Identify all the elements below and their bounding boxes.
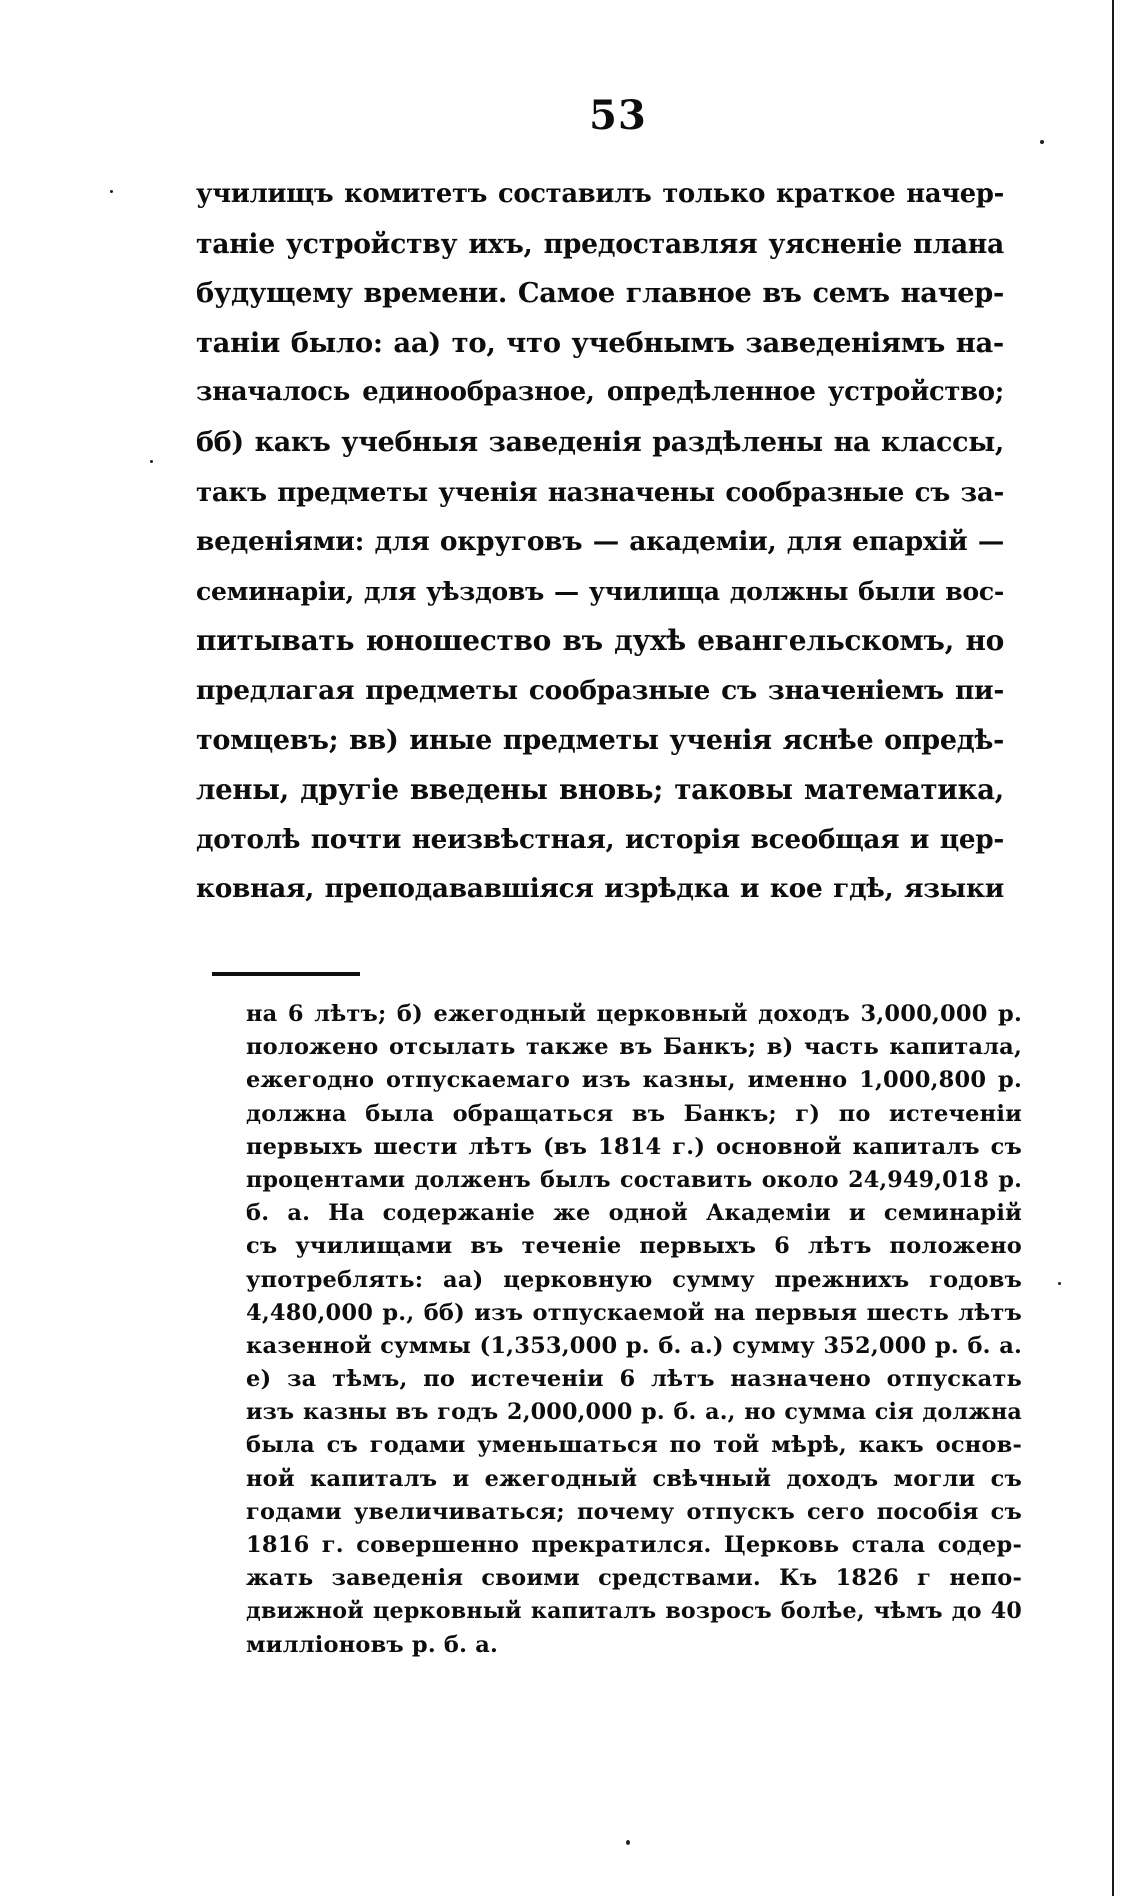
footnote-line: б. а. На содержаніе же одной Академіи и семинарій <box>246 1200 1022 1227</box>
footnote-line: казенной суммы (1,353,000 р. б. а.) сумму 352,000 р. б. а. <box>246 1332 1022 1359</box>
footnote-line: процентами долженъ былъ составить около 24,949,018 р. <box>246 1166 1022 1193</box>
footnote-line: 1816 г. совершенно прекратился. Церковь стала содер- <box>246 1532 1022 1558</box>
main-text-block <box>196 170 1004 914</box>
footnote-separator <box>212 972 360 976</box>
main-text-line: таніе устройству ихъ, предоставляя уясненіе плана <box>196 228 1004 260</box>
footnote-line: была съ годами уменьшаться по той мѣрѣ, какъ основ- <box>246 1432 1022 1459</box>
main-text-line: лены, другіе введены вновь; таковы математика, <box>196 773 1004 807</box>
main-text-line: томцевъ; вв) иные предметы ученія яснѣе опредѣ- <box>196 724 1004 756</box>
footnote-line: 4,480,000 р., бб) изъ отпускаемой на первыя шесть лѣтъ <box>246 1299 1022 1326</box>
footnote-block <box>246 998 1022 1662</box>
main-text-line: училищъ комитетъ составилъ только краткое начер- <box>196 179 1004 209</box>
main-text-line: предлагая предметы сообразные съ значеніемъ пи- <box>196 674 1004 706</box>
main-text-line: такъ предметы ученія назначены сообразные съ за- <box>196 476 1004 508</box>
main-text-line: будущему времени. Самое главное въ семъ начер- <box>196 277 1004 310</box>
main-text-line: семинаріи, для уѣздовъ — училища должны были вос- <box>196 575 1004 606</box>
footnote-line: е) за тѣмъ, по истеченіи 6 лѣтъ назначено отпускать <box>246 1366 1022 1393</box>
footnote-line: ежегодно отпускаемаго изъ казны, именно 1,000,800 р. <box>246 1067 1022 1094</box>
footnote-line: должна была обращаться въ Банкъ; г) по истеченіи <box>246 1100 1022 1127</box>
footnote-line: движной церковный капиталъ возросъ болѣе, чѣмъ до 40 <box>246 1598 1022 1625</box>
footnote-line: употреблять: аа) церковную сумму прежнихъ годовъ <box>246 1266 1022 1293</box>
footnote-line: милліоновъ р. б. а. <box>246 1631 499 1658</box>
scan-speck <box>1040 140 1044 144</box>
footnote-line: положено отсылать также въ Банкъ; в) часть капитала, <box>246 1034 1022 1061</box>
footnote-line: жать заведенія своими средствами. Къ 1826 г непо- <box>246 1565 1022 1592</box>
main-text-line: питывать юношество въ духѣ евангельскомъ, но <box>196 624 1004 658</box>
page-edge-line <box>1112 0 1114 1896</box>
footnote-line: на 6 лѣтъ; б) ежегодный церковный доходъ 3,000,000 р. <box>246 1001 1022 1027</box>
main-text-line: дотолѣ почти неизвѣстная, исторія всеобщая и цер- <box>196 823 1004 855</box>
main-text-line: таніи было: аа) то, что учебнымъ заведеніямъ на- <box>196 326 1004 359</box>
page-number: 53 <box>589 92 647 139</box>
main-text-line: ковная, преподававшіяся изрѣдка и кое гдѣ, языки <box>196 873 1004 905</box>
scan-speck <box>110 190 113 193</box>
footnote-line: съ училищами въ теченіе первыхъ 6 лѣтъ положено <box>246 1233 1022 1260</box>
main-text-line: веденіями: для округовъ — академіи, для епархій — <box>196 526 1004 558</box>
scan-speck <box>150 460 153 463</box>
footnote-line: первыхъ шести лѣтъ (въ 1814 г.) основной капиталъ съ <box>246 1133 1022 1160</box>
scan-speck <box>626 1840 630 1845</box>
main-text-line: бб) какъ учебныя заведенія раздѣлены на классы, <box>196 426 1004 458</box>
footnote-line: изъ казны въ годъ 2,000,000 р. б. а., но сумма сія должна <box>246 1399 1022 1426</box>
scan-speck <box>1058 1282 1061 1285</box>
footnote-line: ной капиталъ и ежегодный свѣчный доходъ могли съ <box>246 1465 1022 1492</box>
footnote-line: годами увеличиваться; почему отпускъ сего пособія съ <box>246 1498 1022 1525</box>
main-text-line: значалось единообразное, опредѣленное устройство; <box>196 377 1004 408</box>
